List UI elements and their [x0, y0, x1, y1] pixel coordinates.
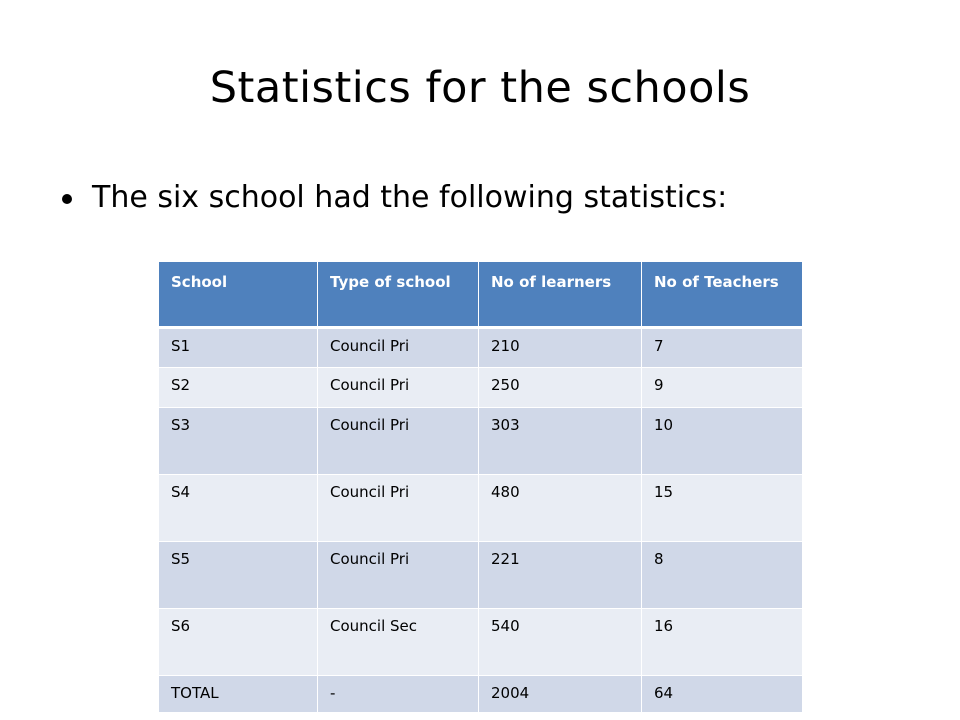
cell-learners: 303 — [479, 408, 642, 475]
cell-learners: 2004 — [479, 676, 642, 713]
cell-school: S2 — [159, 368, 318, 408]
cell-type: - — [318, 676, 479, 713]
cell-learners: 480 — [479, 475, 642, 542]
header-school: School — [159, 262, 318, 328]
cell-teachers: 9 — [642, 368, 803, 408]
slide-title: Statistics for the schools — [209, 63, 751, 113]
cell-teachers: 64 — [642, 676, 803, 713]
bullet-point — [62, 176, 727, 220]
cell-type: Council Pri — [318, 542, 479, 609]
cell-school: S6 — [159, 609, 318, 676]
table-row — [159, 542, 803, 609]
statistics-table — [158, 261, 803, 713]
cell-school: S4 — [159, 475, 318, 542]
table-header-row — [159, 262, 803, 328]
table-row — [159, 475, 803, 542]
cell-type: Council Pri — [318, 368, 479, 408]
cell-learners: 540 — [479, 609, 642, 676]
table-row — [159, 408, 803, 475]
cell-teachers: 10 — [642, 408, 803, 475]
cell-type: Council Pri — [318, 408, 479, 475]
header-no-of-learners: No of learners — [479, 262, 642, 328]
cell-learners: 221 — [479, 542, 642, 609]
header-type-of-school: Type of school — [318, 262, 479, 328]
cell-type: Council Pri — [318, 475, 479, 542]
table-row — [159, 609, 803, 676]
cell-teachers: 16 — [642, 609, 803, 676]
header-no-of-teachers: No of Teachers — [642, 262, 803, 328]
cell-learners: 250 — [479, 368, 642, 408]
cell-school: S3 — [159, 408, 318, 475]
cell-school: S5 — [159, 542, 318, 609]
bullet-text: The six school had the following statistics: — [92, 180, 728, 215]
cell-type: Council Sec — [318, 609, 479, 676]
cell-learners: 210 — [479, 328, 642, 368]
cell-teachers: 7 — [642, 328, 803, 368]
cell-school: TOTAL — [159, 676, 318, 713]
table-total-row — [159, 676, 803, 713]
cell-type: Council Pri — [318, 328, 479, 368]
cell-teachers: 8 — [642, 542, 803, 609]
cell-teachers: 15 — [642, 475, 803, 542]
table-row — [159, 368, 803, 408]
table-row — [159, 328, 803, 368]
cell-school: S1 — [159, 328, 318, 368]
bullet-icon — [62, 194, 72, 204]
